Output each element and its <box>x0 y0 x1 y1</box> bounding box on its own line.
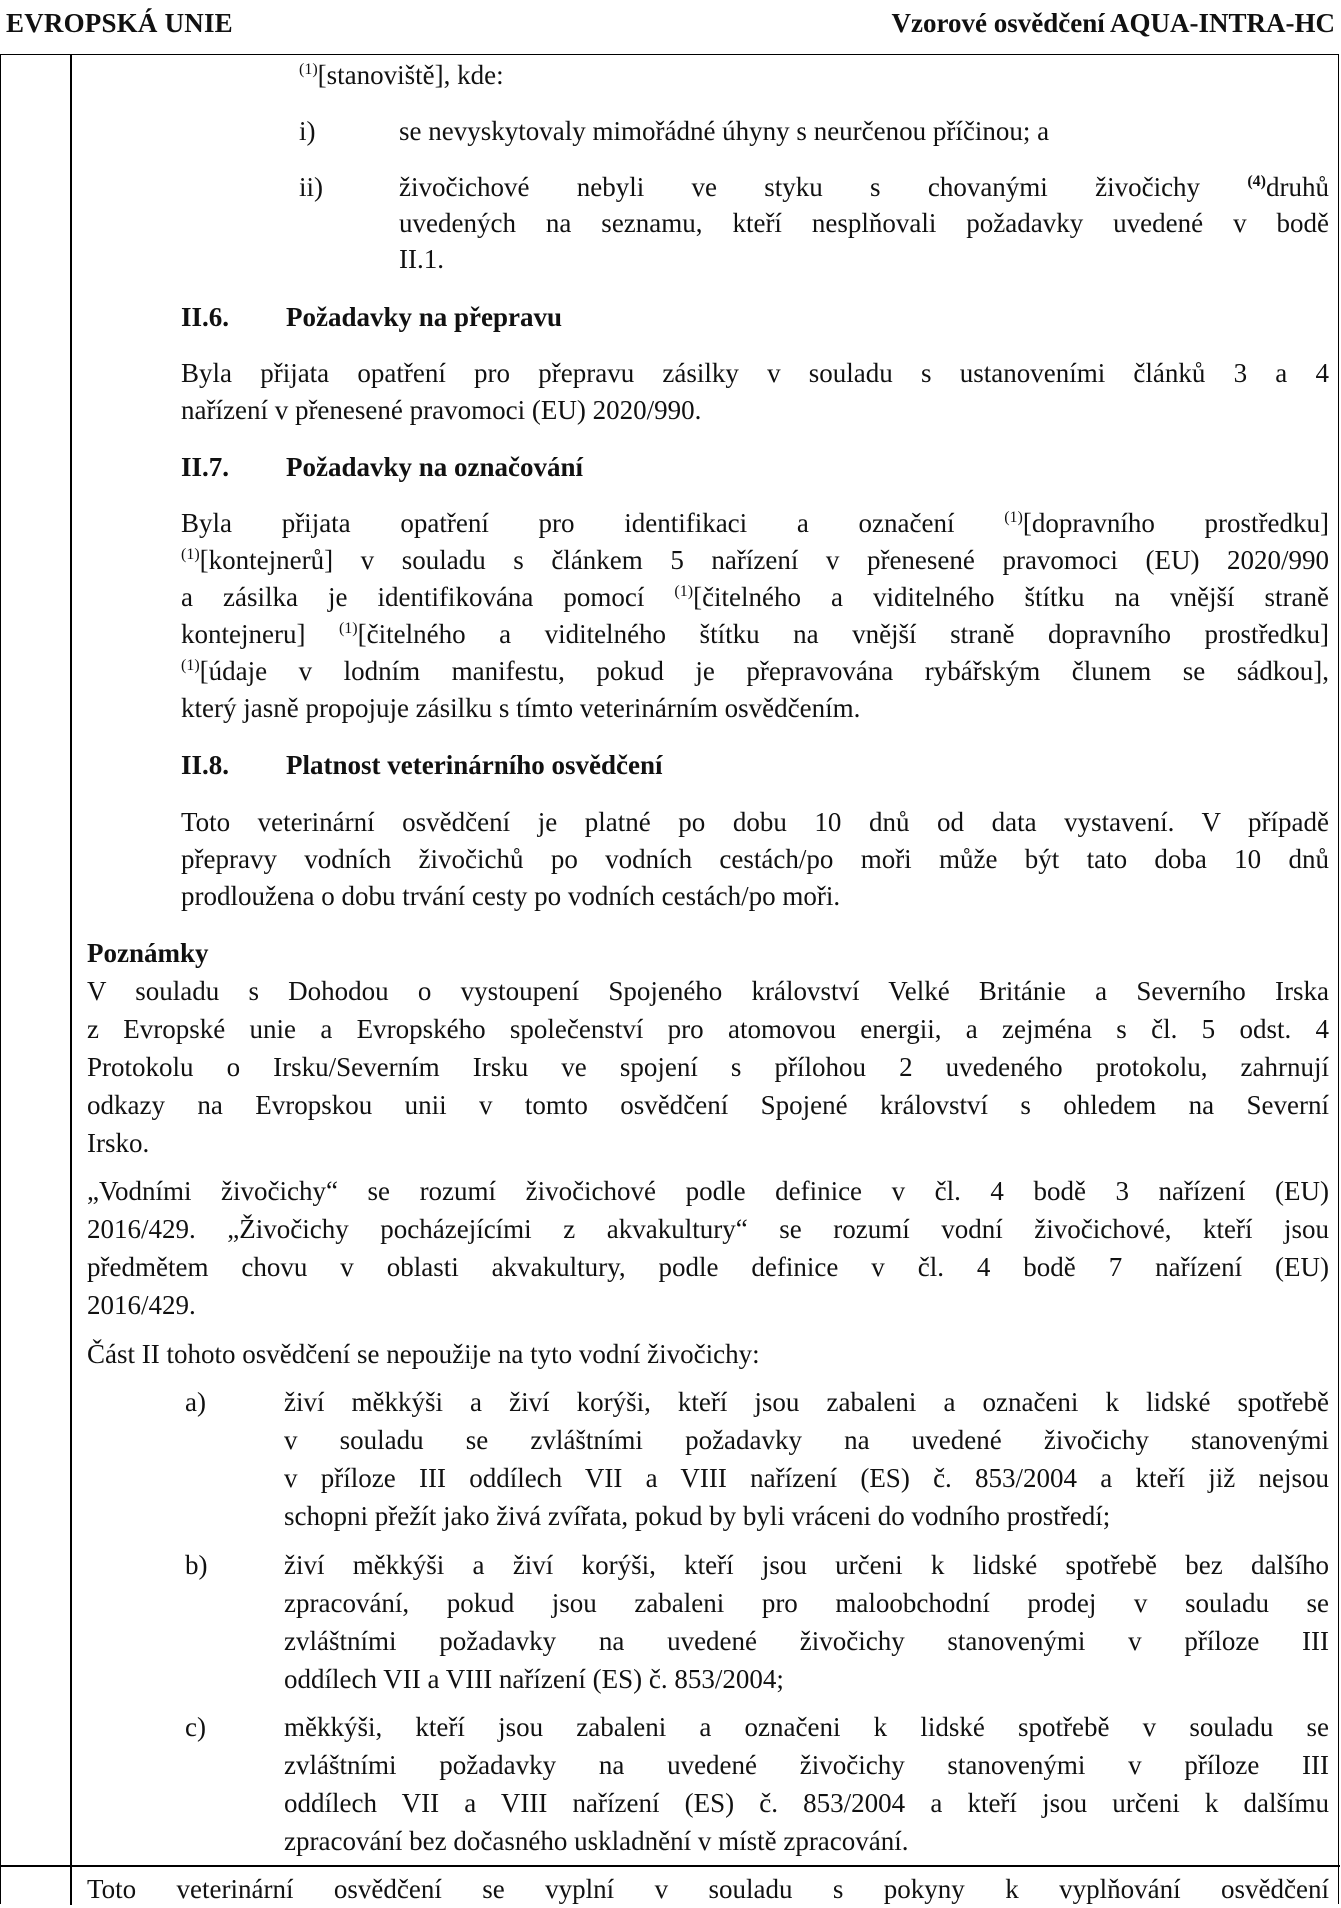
notes-p2-line: „Vodními živočichy“ se rozumí živočichové podle definice v čl. 4 bodě 3 nařízení (EU) <box>87 1176 1329 1206</box>
section-title: Požadavky na označování <box>286 452 584 482</box>
certificate-frame <box>0 54 1339 1904</box>
section-text-line: nařízení v přenesené pravomoci (EU) 2020/990. <box>181 395 702 425</box>
intro-item-ii-line2: uvedených na seznamu, kteří nesplňovali požadavky uvedené v bodě <box>399 208 1329 238</box>
notes-item-line: zpracování, pokud jsou zabaleni pro maloobchodní prodej v souladu se <box>284 1588 1329 1618</box>
notes-p1-line: V souladu s Dohodou o vystoupení Spojeného království Velké Británie a Severního Irska <box>87 976 1329 1006</box>
footnote-ref: (1) <box>299 61 318 78</box>
section-text-line <box>181 579 1329 616</box>
notes-item-line: v příloze III oddílech VII a VIII nařízení (ES) č. 853/2004 a kteří již nejsou <box>284 1463 1329 1493</box>
notes-p2-line: předmětem chovu v oblasti akvakultury, podle definice v čl. 4 bodě 7 nařízení (EU) <box>87 1252 1329 1282</box>
intro-line <box>299 57 504 94</box>
footnote-ref: (1) <box>674 583 694 600</box>
notes-item-label: a) <box>185 1387 206 1417</box>
notes-item-line: živí měkkýši a živí korýši, kteří jsou určeni k lidské spotřebě bez dalšího <box>284 1550 1329 1580</box>
section-text-line <box>181 616 1329 653</box>
header-left-title: EVROPSKÁ UNIE <box>6 8 233 38</box>
intro-item-ii-text-a: živočichové nebyli ve styku s chovanými živočichy <box>399 172 1248 202</box>
footnote-ref: (1) <box>181 657 200 674</box>
notes-p2-line: 2016/429. <box>87 1290 196 1320</box>
notes-item-line: živí měkkýši a živí korýši, kteří jsou zabaleni a označeni k lidské spotřebě <box>284 1387 1329 1417</box>
notes-item-line: v souladu se zvláštními požadavky na uvedené živočichy stanovenými <box>284 1425 1329 1455</box>
intro-item-ii-line3: II.1. <box>399 244 444 274</box>
notes-p1-line: z Evropské unie a Evropského společenství pro atomovou energii, a zejména s čl. 5 odst. 4 <box>87 1014 1329 1044</box>
intro-item-ii-text-b: druhů <box>1266 172 1329 202</box>
notes-item-label: c) <box>185 1712 206 1742</box>
notes-final-line: Toto veterinární osvědčení se vyplní v souladu s pokyny k vyplňování osvědčení <box>87 1874 1329 1904</box>
intro-item-label-i: i) <box>299 116 316 146</box>
text-run: [čitelného a viditelného štítku na vnější straně <box>693 582 1329 612</box>
notes-p1-line: Irsko. <box>87 1128 150 1158</box>
section-text-line: prodloužena o dobu trvání cesty po vodních cestách/po moři. <box>181 881 841 911</box>
page-header <box>0 0 1341 56</box>
notes-p2-line: 2016/429. „Živočichy pocházejícími z akvakultury“ se rozumí vodní živočichové, kteří jsou <box>87 1214 1329 1244</box>
section-text-line <box>181 653 1329 690</box>
notes-item-line: oddílech VII a VIII nařízení (ES) č. 853/2004; <box>284 1664 784 1694</box>
notes-p3: Část II tohoto osvědčení se nepoužije na tyto vodní živočichy: <box>87 1339 760 1369</box>
notes-p1-line: odkazy na Evropskou unii v tomto osvědčení Spojené království s ohledem na Severní <box>87 1090 1329 1120</box>
notes-item-line: zvláštními požadavky na uvedené živočichy stanovenými v příloze III <box>284 1750 1329 1780</box>
notes-item-line: oddílech VII a VIII nařízení (ES) č. 853/2004 a kteří jsou určeni k dalšímu <box>284 1788 1329 1818</box>
section-number: II.7. <box>181 452 230 482</box>
section-text-line: Toto veterinární osvědčení je platné po dobu 10 dnů od data vystavení. V případě <box>181 807 1329 837</box>
text-run: [kontejnerů] v souladu s článkem 5 nařízení v přenesené pravomoci (EU) 2020/990 <box>199 545 1329 575</box>
intro-item-i-text: se nevyskytovaly mimořádné úhyny s neurčenou příčinou; a <box>399 116 1050 146</box>
section-text-line <box>181 542 1329 579</box>
footnote-ref: (1) <box>338 620 358 637</box>
text-run: [čitelného a viditelného štítku na vnější straně dopravního prostředku] <box>357 619 1329 649</box>
notes-item-line: zpracování bez dočasného uskladnění v místě zpracování. <box>284 1826 909 1856</box>
intro-item-ii-line1 <box>399 169 1329 206</box>
notes-item-line: schopni přežít jako živá zvířata, pokud by byli vráceni do vodního prostředí; <box>284 1501 1111 1531</box>
text-run: [dopravního prostředku] <box>1022 508 1329 538</box>
section-title: Platnost veterinárního osvědčení <box>286 750 663 780</box>
notes-title: Poznámky <box>87 938 209 968</box>
header-right-title: Vzorové osvědčení AQUA-INTRA-HC <box>891 8 1335 38</box>
row-divider <box>1 1865 1340 1867</box>
section-number: II.8. <box>181 750 230 780</box>
section-text-line <box>181 505 1329 542</box>
section-title: Požadavky na přepravu <box>286 302 563 332</box>
notes-item-label: b) <box>185 1550 208 1580</box>
text-run: a zásilka je identifikována pomocí <box>181 582 675 612</box>
text-run: Byla přijata opatření pro identifikaci a označení <box>181 508 1005 538</box>
intro-text: [stanoviště], kde: <box>317 60 504 90</box>
notes-item-line: zvláštními požadavky na uvedené živočichy stanovenými v příloze III <box>284 1626 1329 1656</box>
notes-p1-line: Protokolu o Irsku/Severním Irsku ve spojení s přílohou 2 uvedeného protokolu, zahrnují <box>87 1052 1329 1082</box>
notes-item-line: měkkýši, kteří jsou zabaleni a označeni k lidské spotřebě v souladu se <box>284 1712 1329 1742</box>
footnote-ref: (1) <box>1004 509 1023 526</box>
intro-item-label-ii: ii) <box>299 172 323 202</box>
text-run: [údaje v lodním manifestu, pokud je přepravována rybářským člunem se sádkou], <box>199 656 1329 686</box>
footnote-ref: (4) <box>1247 173 1266 190</box>
section-text-line: přepravy vodních živočichů po vodních cestách/po moři může být tato doba 10 dnů <box>181 844 1329 874</box>
section-number: II.6. <box>181 302 230 332</box>
section-text-line: který jasně propojuje zásilku s tímto veterinárním osvědčením. <box>181 693 861 723</box>
section-text-line: Byla přijata opatření pro přepravu zásilky v souladu s ustanoveními článků 3 a 4 <box>181 358 1329 388</box>
text-run: kontejneru] <box>181 619 339 649</box>
footnote-ref: (1) <box>181 546 200 563</box>
certificate-body <box>1 55 1340 1905</box>
